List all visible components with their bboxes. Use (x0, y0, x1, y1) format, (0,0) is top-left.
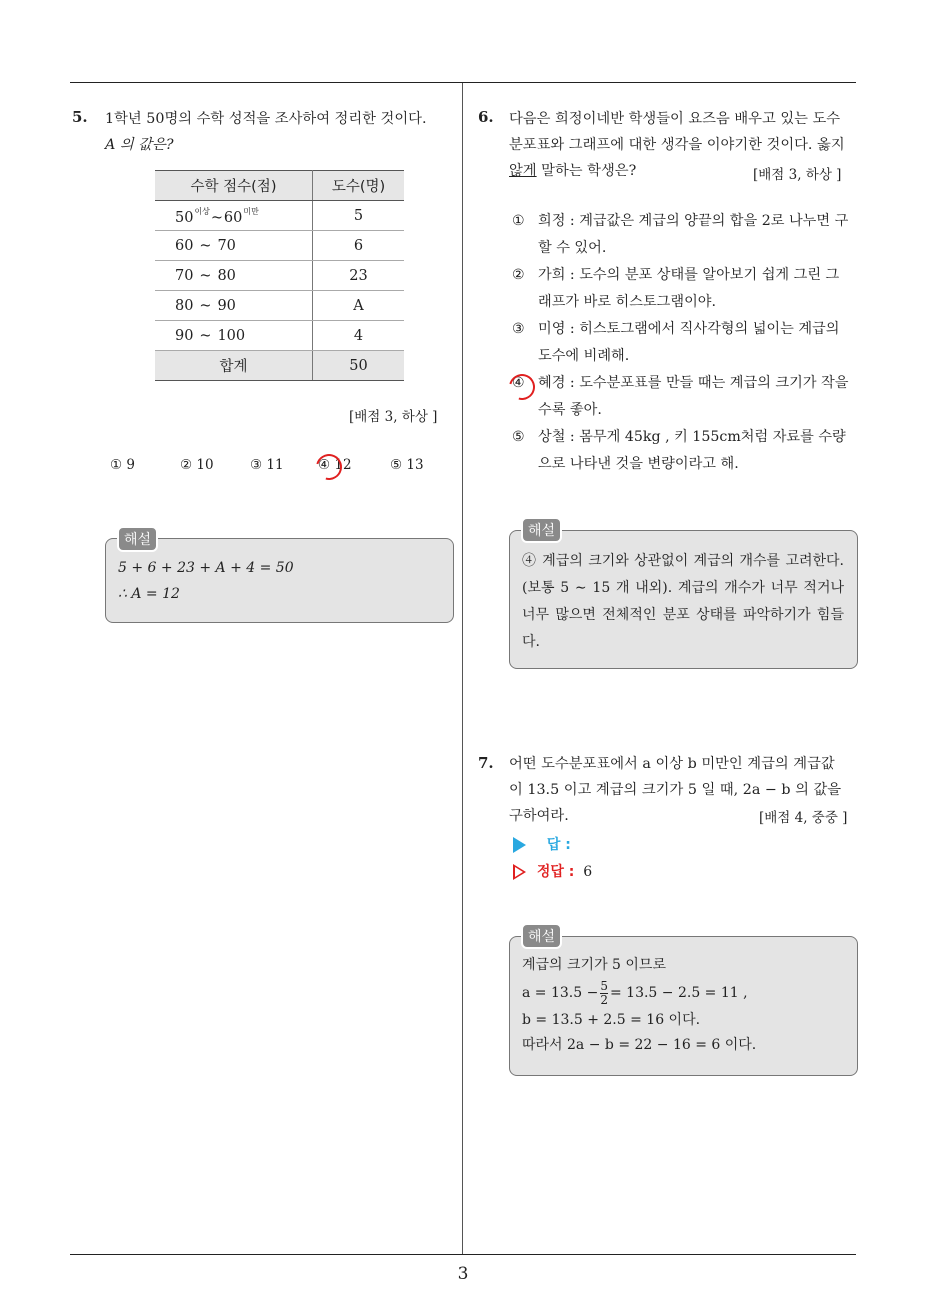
top-rule (70, 82, 856, 83)
answer-line (513, 834, 571, 854)
solution-text (118, 555, 294, 607)
solution-line: a = 13.5 − $\frac{5}{2}$ = 13.5 − 2.5 = 11 , (522, 978, 748, 1007)
correct-answer-label: 정답 : (536, 864, 575, 880)
question-text-line: 1학년 50명의 수학 성적을 조사하여 정리한 것이다. (105, 111, 427, 127)
correct-answer-line (513, 861, 592, 881)
choice-3[interactable]: ③ 11 (250, 457, 284, 473)
solution-text (522, 953, 847, 1058)
table-cell: 80 ~ 90 (155, 291, 313, 321)
option-1[interactable]: ① 희정 : 계급값은 계급의 양끝의 합을 2로 나누면 구할 수 있어. (512, 213, 849, 256)
solution-line: 5 + 6 + 23 + A + 4 = 50 (118, 560, 294, 576)
question-text-line: 어떤 도수분포표에서 a 이상 b 미만인 계급의 계급값 (509, 756, 835, 772)
option-4[interactable]: ④ 혜경 : 도수분포표를 만들 때는 계급의 크기가 작을수록 좋아. (512, 375, 849, 418)
table-row (155, 261, 404, 291)
frequency-table (155, 170, 404, 381)
question-text-line: 구하여라. (509, 808, 569, 824)
fraction: $\frac{5}{2}$ (600, 978, 608, 1007)
underlined-word: 않게 (509, 163, 537, 179)
solution-line: b = 13.5 + 2.5 = 16 이다. (522, 1012, 701, 1028)
table-cell: $50^{이상}\sim 60^{미만}$ (155, 201, 313, 231)
solution-tag: 해설 (117, 526, 158, 552)
solution-line: ∴ A = 12 (118, 586, 180, 602)
play-icon (513, 837, 526, 853)
table-row (155, 201, 404, 231)
question-text (105, 106, 455, 158)
column-header: 수학 점수(점) (155, 171, 313, 201)
choice-2[interactable]: ② 10 (180, 457, 214, 473)
question-number: 6. (478, 108, 494, 126)
total-label: 합계 (155, 351, 313, 381)
score-label: [배점 3, 하상 ] (349, 409, 438, 425)
page-number: 3 (457, 1264, 469, 1284)
question-text-line: 분포표와 그래프에 대한 생각을 이야기한 것이다. 옳지 (509, 137, 845, 153)
correct-answer-value: 6 (583, 864, 593, 880)
choice-5[interactable]: ⑤ 13 (390, 457, 424, 473)
table-cell: 23 (313, 261, 405, 291)
table-cell: 90 ~ 100 (155, 321, 313, 351)
table-header-row (155, 171, 404, 201)
solution-tag: 해설 (521, 923, 562, 949)
table-row (155, 291, 404, 321)
table-cell: 6 (313, 231, 405, 261)
total-value: 50 (313, 351, 405, 381)
option-3[interactable]: ③ 미영 : 히스토그램에서 직사각형의 넓이는 계급의 도수에 비례해. (512, 321, 840, 364)
play-outline-icon (513, 864, 526, 880)
table-cell: 4 (313, 321, 405, 351)
choice-1[interactable]: ① 9 (110, 457, 135, 473)
choice-4[interactable]: ④ 12 (318, 457, 352, 473)
solution-line: 계급의 크기가 5 이므로 (522, 957, 666, 973)
question-number: 7. (478, 754, 494, 772)
bottom-rule (70, 1254, 856, 1255)
solution-tag: 해설 (521, 517, 562, 543)
table-row (155, 231, 404, 261)
option-2[interactable]: ② 가희 : 도수의 분포 상태를 알아보기 쉽게 그린 그래프가 바로 히스토그램이야. (512, 267, 840, 310)
table-row (155, 321, 404, 351)
table-cell: 5 (313, 201, 405, 231)
question-text-line: 이 13.5 이고 계급의 크기가 5 일 때, 2a − b 의 값을 (509, 782, 842, 798)
solution-text: ④ 계급의 크기와 상관없이 계급의 개수를 고려한다.(보통 5 ∼ 15 개 내외). 계급의 개수가 너무 적거나 너무 많으면 전체적인 분포 상태를 파악하기가 힘들다. (522, 553, 844, 650)
question-text-line: 않게 말하는 학생은? (509, 163, 637, 179)
column-divider (462, 83, 463, 1255)
table-cell: 70 ~ 80 (155, 261, 313, 291)
question-number: 5. (72, 108, 88, 126)
answer-label: 답 : (546, 837, 571, 853)
score-label: [배점 4, 중중 ] (759, 810, 848, 826)
solution-line: 따라서 2a − b = 22 − 16 = 6 이다. (522, 1037, 757, 1053)
table-cell: A (313, 291, 405, 321)
question-text-line: A 의 값은? (105, 137, 174, 153)
option-list (512, 208, 850, 478)
question-text-line: 다음은 희정이네반 학생들이 요즈음 배우고 있는 도수 (509, 111, 841, 127)
score-label: [배점 3, 하상 ] (753, 167, 842, 183)
column-header: 도수(명) (313, 171, 405, 201)
table-total-row (155, 351, 404, 381)
table-cell: 60 ~ 70 (155, 231, 313, 261)
option-5[interactable]: ⑤ 상철 : 몸무게 45kg , 키 155cm처럼 자료를 수량으로 나타낸 것을 변량이라고 해. (512, 429, 846, 472)
answer-circle-mark (311, 449, 347, 485)
